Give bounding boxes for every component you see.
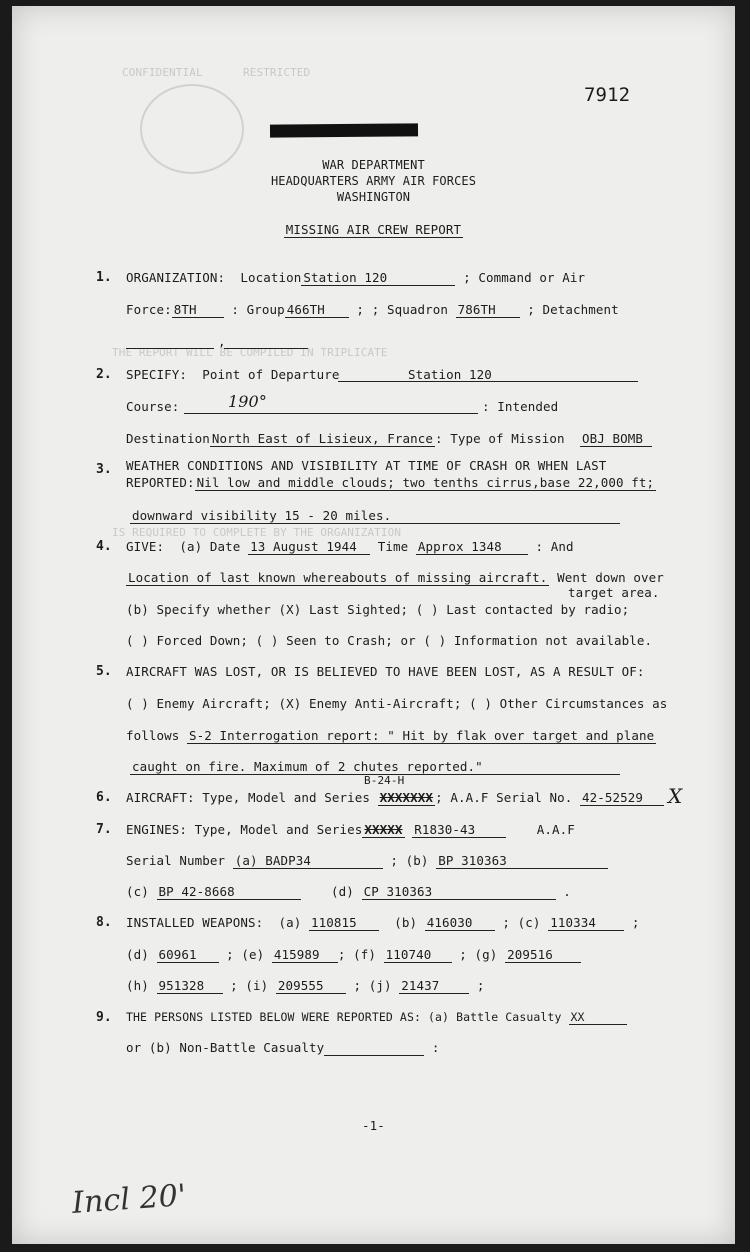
weather-heading: WEATHER CONDITIONS AND VISIBILITY AT TIME OF CRASH OR WHEN LAST bbox=[126, 458, 607, 473]
blank-line bbox=[184, 413, 478, 414]
follows-value: S-2 Interrogation report: " Hit by flak over target and plane bbox=[189, 728, 655, 743]
engine-model-value: R1830-43 bbox=[412, 822, 506, 838]
sighting-options-2: ( ) Forced Down; ( ) Seen to Crash; or ( ) Information not available. bbox=[126, 633, 653, 648]
departure-value: Station 120 bbox=[408, 367, 492, 382]
visibility-line bbox=[130, 508, 620, 524]
loss-cause-options: ( ) Enemy Aircraft; (X) Enemy Anti-Aircraft; ( ) Other Circumstances as bbox=[126, 696, 668, 711]
section-number: 1. bbox=[96, 270, 112, 285]
blank-line bbox=[126, 348, 214, 349]
org-line: ORGANIZATION: Location Station 120 ; Command or Air bbox=[126, 270, 586, 285]
follows-value-cont: caught on fire. Maximum of 2 chutes reported." bbox=[130, 759, 620, 775]
intended-label: : Intended bbox=[482, 399, 559, 414]
course-label: Course: bbox=[126, 399, 180, 414]
weapon-h: 951328 bbox=[157, 978, 223, 994]
location-value: Station 120 bbox=[301, 270, 455, 286]
weapon-e: 415989 bbox=[272, 947, 338, 963]
whereabouts-line: Location of last known whereabouts of missing aircraft. Went down over bbox=[128, 570, 664, 585]
date-value: 13 August 1944 bbox=[248, 539, 370, 555]
follows-line-2 bbox=[130, 759, 620, 775]
weapon-c: 110334 bbox=[548, 915, 624, 931]
engines-line: ENGINES: Type, Model and Series XXXXX R1830-43 A.A.F bbox=[126, 822, 575, 837]
header-city: WASHINGTON bbox=[336, 190, 411, 204]
casualty-line: THE PERSONS LISTED BELOW WERE REPORTED AS: (a) Battle Casualty XX bbox=[126, 1010, 627, 1025]
redaction-bar bbox=[270, 123, 418, 137]
time-value: Approx 1348 bbox=[416, 539, 528, 555]
engine-serial-d: CP 310363 bbox=[362, 884, 556, 900]
bleed-through-text: CONFIDENTIAL RESTRICTED bbox=[122, 66, 311, 79]
engine-serial-line: Serial Number (a) BADP34 ; (b) BP 310363 bbox=[126, 853, 608, 869]
force-line: Force: 8TH : Group 466TH ; ; Squadron 786TH ; Detachment bbox=[126, 302, 619, 317]
weapon-a: 110815 bbox=[309, 915, 379, 931]
page-title: MISSING AIR CREW REPORT bbox=[285, 222, 462, 237]
aircraft-line: AIRCRAFT: Type, Model and Series XXXXXXX ; A.A.F Serial No. 42-52529 bbox=[126, 790, 664, 806]
sighting-options: (b) Specify whether (X) Last Sighted; ( ) Last contacted by radio; bbox=[126, 602, 630, 617]
group-value: 466TH bbox=[285, 302, 349, 318]
document-number: 7912 bbox=[584, 84, 631, 106]
section-number: 6. bbox=[96, 790, 112, 805]
blank-line bbox=[224, 348, 308, 349]
document-page bbox=[12, 6, 735, 1244]
section-number: 5. bbox=[96, 664, 112, 679]
weapons-line: INSTALLED WEAPONS: (a) 110815 (b) 416030 ; (c) 110334 ; bbox=[126, 915, 640, 930]
engine-serial-a: (a) BADP34 bbox=[233, 853, 383, 869]
struck-text: XXXXXXX bbox=[379, 790, 434, 805]
bleed-through-text: THE REPORT WILL BE COMPILED IN TRIPLICATE bbox=[112, 346, 388, 359]
header-department: WAR DEPARTMENT bbox=[322, 158, 425, 172]
whereabouts-value: Went down over bbox=[557, 570, 664, 585]
section-number: 4. bbox=[96, 539, 112, 554]
weapon-g: 209516 bbox=[505, 947, 581, 963]
weather-value: Nil low and middle clouds; two tenths cirrus,base 22,000 ft; bbox=[196, 475, 655, 490]
force-value: 8TH bbox=[172, 302, 224, 318]
weapon-b: 416030 bbox=[425, 915, 495, 931]
whereabouts-value-cont: target area. bbox=[568, 585, 660, 600]
destination-line: Destination North East of Lisieux, France : Type of Mission OBJ BOMB bbox=[126, 431, 652, 447]
header-hq: HEADQUARTERS ARMY AIR FORCES bbox=[270, 174, 477, 188]
engine-serial-line-2: (c) BP 42-8668 (d) CP 310363 . bbox=[126, 884, 571, 899]
struck-text: XXXXX bbox=[364, 822, 403, 837]
date-line: GIVE: (a) Date 13 August 1944 Time Approx 1348 : And bbox=[126, 539, 574, 554]
section-number: 7. bbox=[96, 822, 112, 837]
engine-serial-c: BP 42-8668 bbox=[157, 884, 301, 900]
comma: , bbox=[218, 334, 226, 349]
course-value: 190° bbox=[228, 392, 267, 411]
section-number: 3. bbox=[96, 462, 112, 477]
follows-line: follows S-2 Interrogation report: " Hit by flak over target and plane bbox=[126, 728, 655, 743]
weapon-f: 110740 bbox=[384, 947, 452, 963]
non-battle-line: or (b) Non-Battle Casualty : bbox=[126, 1040, 440, 1055]
page-number: -1- bbox=[362, 1118, 385, 1133]
weapon-j: 21437 bbox=[399, 978, 469, 994]
weapons-line-3: (h) 951328 ; (i) 209555 ; (j) 21437 ; bbox=[126, 978, 485, 993]
handwritten-mark: X bbox=[668, 784, 683, 808]
section-number: 8. bbox=[96, 915, 112, 930]
battle-casualty-value: XX bbox=[569, 1010, 627, 1025]
weapons-line-2: (d) 60961 ; (e) 415989 ; (f) 110740 ; (g) 209516 bbox=[126, 947, 581, 963]
departure-line: SPECIFY: Point of Departure bbox=[126, 367, 340, 382]
aircraft-model-value: B-24-H bbox=[364, 774, 405, 787]
engine-serial-b: BP 310363 bbox=[436, 853, 608, 869]
squadron-value: 786TH bbox=[456, 302, 520, 318]
weapon-i: 209555 bbox=[276, 978, 346, 994]
weapon-d: 60961 bbox=[157, 947, 219, 963]
handwritten-note: Incl 20' bbox=[70, 1178, 188, 1221]
bleed-through-text: IS REQUIRED TO COMPLETE BY THE ORGANIZATION bbox=[112, 526, 402, 539]
mission-type-value: OBJ BOMB bbox=[580, 431, 652, 447]
visibility-value: downward visibility 15 - 20 miles. bbox=[130, 508, 620, 524]
section-number: 9. bbox=[96, 1010, 112, 1025]
section-number: 2. bbox=[96, 367, 112, 382]
weather-line: REPORTED: Nil low and middle clouds; two tenths cirrus,base 22,000 ft; bbox=[126, 475, 655, 490]
aircraft-serial-value: 42-52529 bbox=[580, 790, 664, 806]
destination-value: North East of Lisieux, France bbox=[211, 431, 434, 446]
loss-cause-heading: AIRCRAFT WAS LOST, OR IS BELIEVED TO HAVE BEEN LOST, AS A RESULT OF: bbox=[126, 664, 645, 679]
